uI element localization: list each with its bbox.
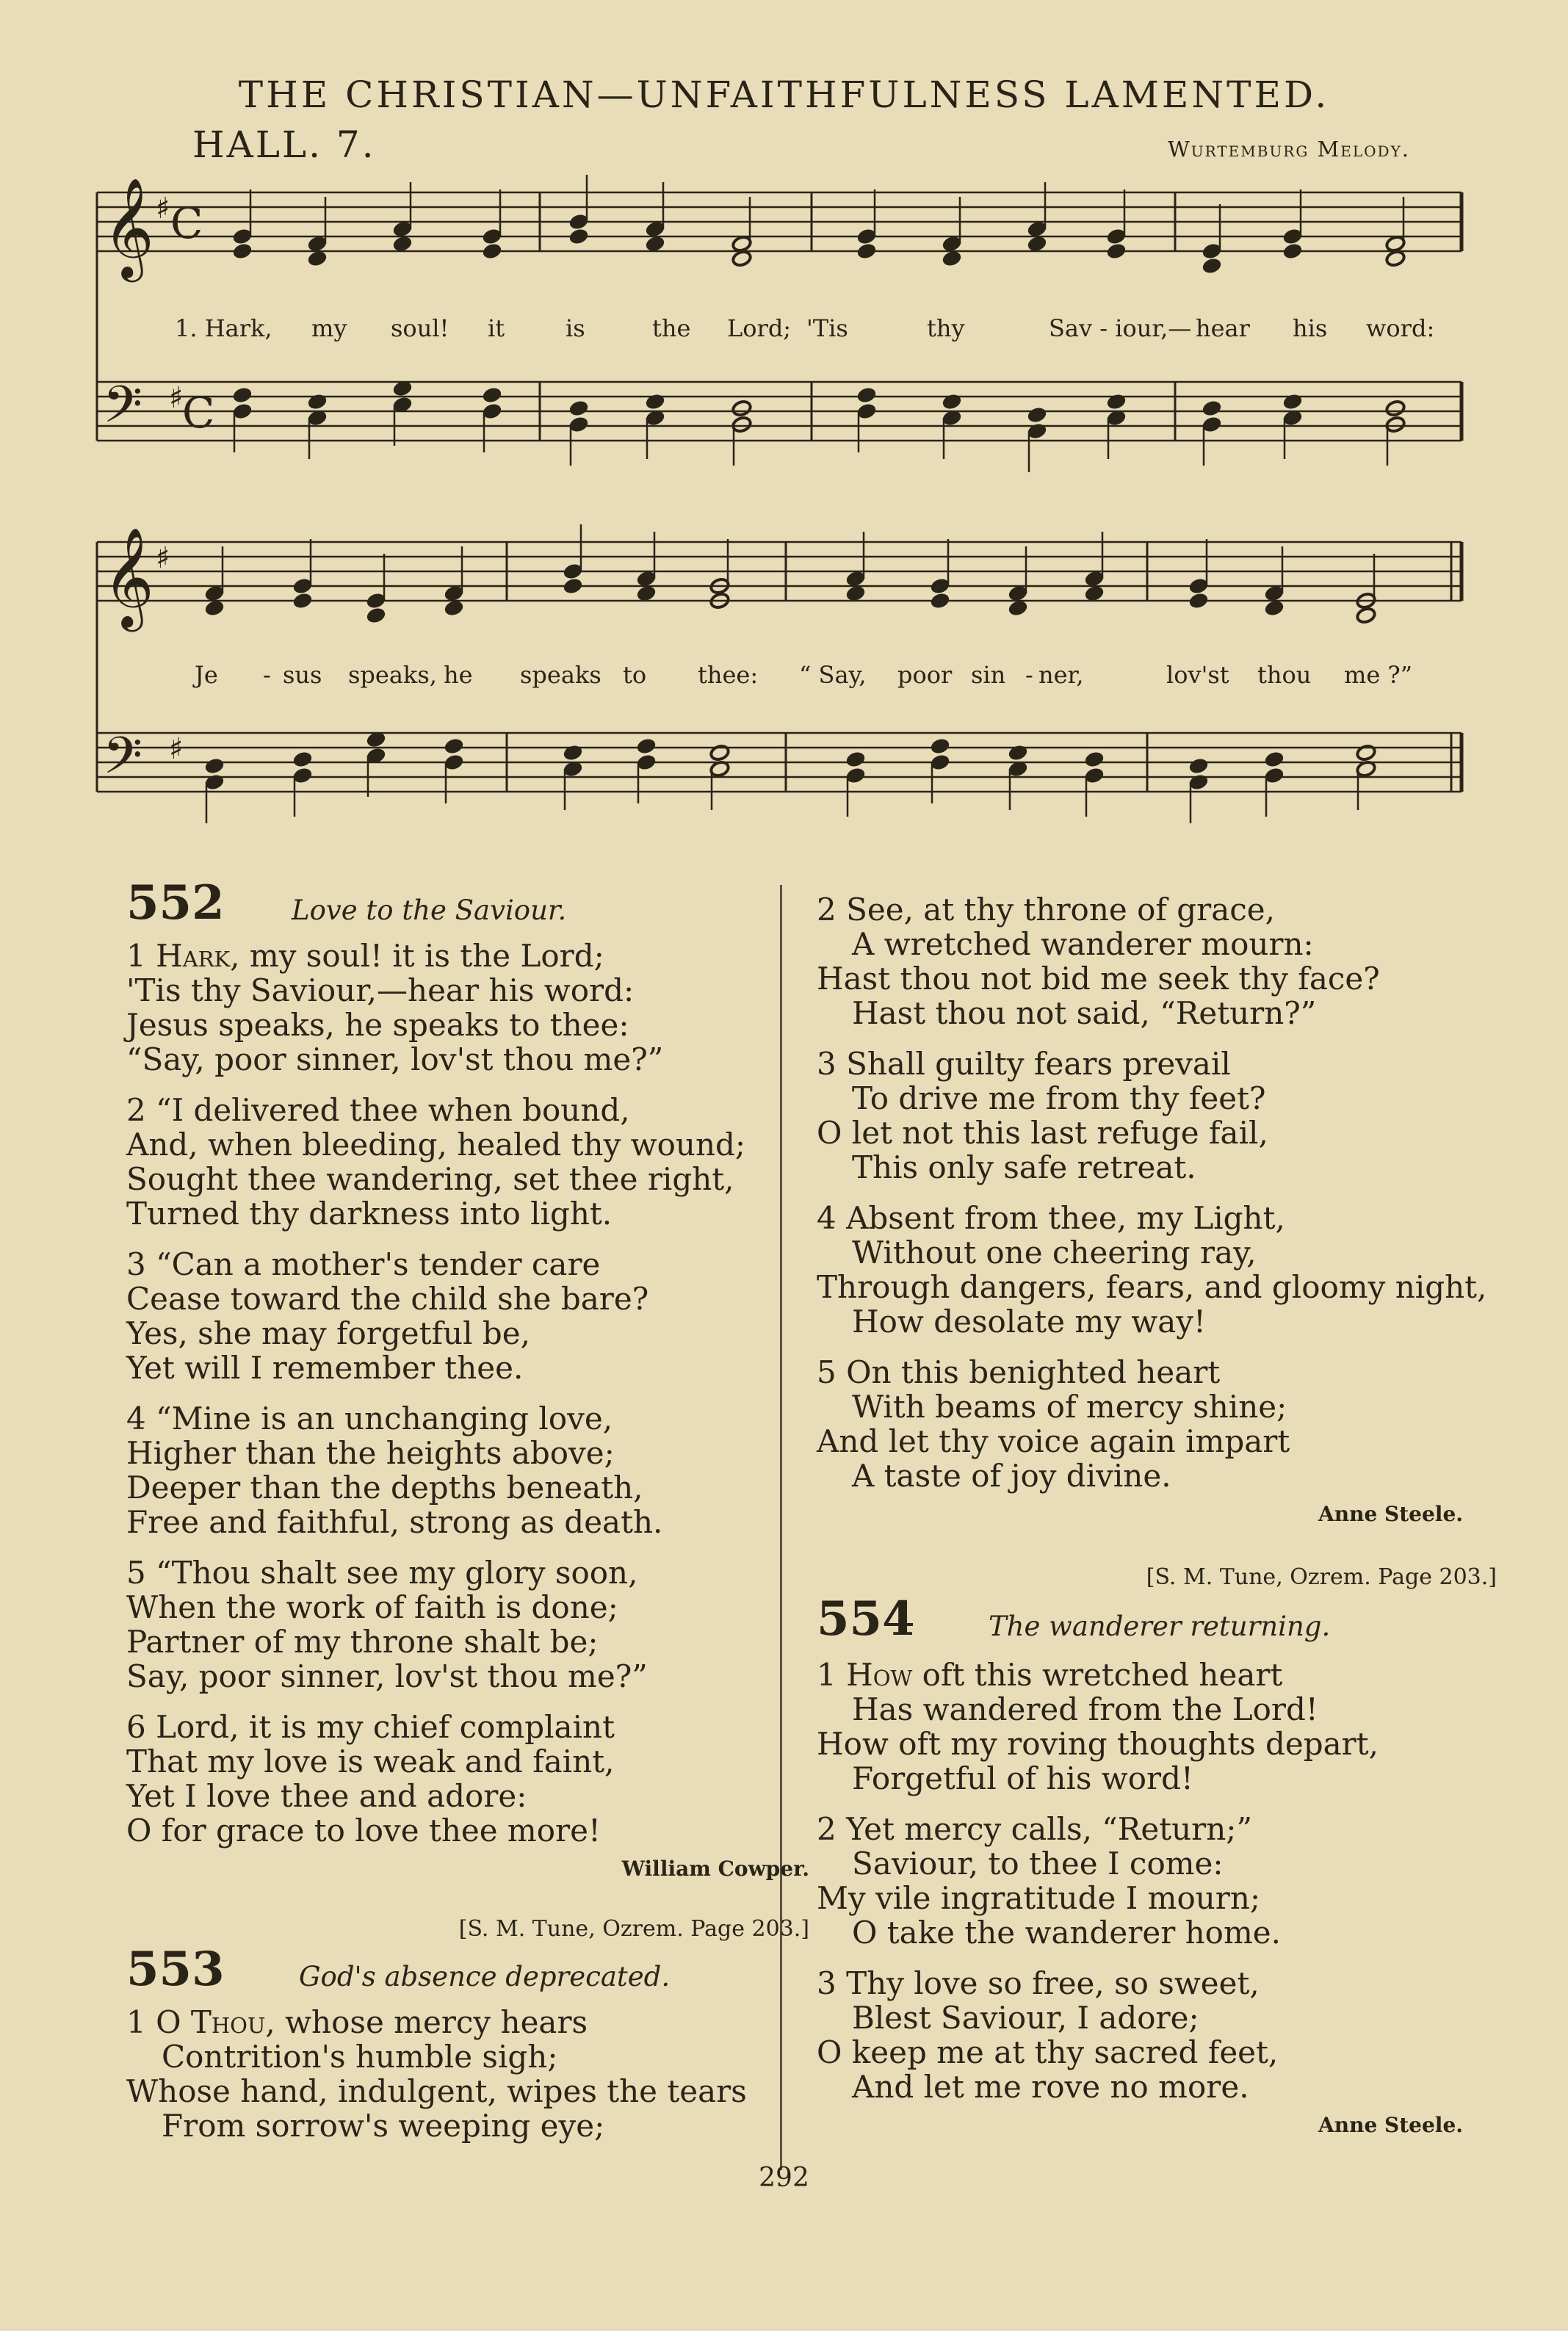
hymn-title: God's absence deprecated. xyxy=(299,1961,671,1992)
stanza-line xyxy=(817,1355,1492,1389)
stanza-line xyxy=(817,892,1492,927)
stanza xyxy=(126,1555,802,1694)
stanza-line xyxy=(817,996,1492,1030)
stanza xyxy=(126,939,802,1077)
stanza-line xyxy=(126,2039,802,2074)
lyric-syllable: thou xyxy=(1257,661,1312,689)
line-text: Yet will I remember thee. xyxy=(126,1350,524,1386)
hymn-553-text-part2 xyxy=(817,892,1492,1493)
svg-text:♯: ♯ xyxy=(156,541,170,575)
line-text: Without one cheering ray, xyxy=(852,1235,1257,1271)
hymn-553-heading xyxy=(126,1942,802,2005)
line-text: Say, poor sinner, lov'st thou me?” xyxy=(126,1658,648,1694)
stanza-line xyxy=(817,1915,1492,1950)
hymn-554-text xyxy=(817,1658,1492,2104)
lyric-syllable: my xyxy=(311,314,347,342)
stanza-line xyxy=(817,1081,1492,1116)
line-text: My vile ingratitude I mourn; xyxy=(817,1880,1261,1916)
lyric-syllable: speaks, xyxy=(348,661,437,689)
stanza-number: 2 xyxy=(817,1811,837,1847)
lyric-syllable: thy xyxy=(927,314,965,342)
line-text: “Can a mother's tender care xyxy=(156,1246,601,1282)
svg-text:C: C xyxy=(170,198,203,248)
line-text: And let thy voice again impart xyxy=(817,1423,1290,1459)
stanza-line xyxy=(126,1625,802,1659)
stanza-line xyxy=(817,1047,1492,1081)
stanza xyxy=(817,1812,1492,1950)
line-text: Whose hand, indulgent, wipes the tears xyxy=(126,2073,747,2109)
stanza-number: 1 xyxy=(126,938,146,974)
line-text: Forgetful of his word! xyxy=(852,1760,1193,1796)
line-text: Sought thee wandering, set thee right, xyxy=(126,1161,734,1197)
stanza-number: 6 xyxy=(126,1709,146,1745)
line-text: Higher than the heights above; xyxy=(126,1435,615,1471)
hymn-554-heading xyxy=(817,1591,1492,1658)
stanza xyxy=(817,1355,1492,1493)
stanza-line xyxy=(126,1401,802,1436)
hymn-552-heading xyxy=(126,875,802,939)
stanza-line xyxy=(817,2001,1492,2035)
stanza-line xyxy=(126,1710,802,1744)
line-text: Blest Saviour, I adore; xyxy=(852,2000,1199,2036)
stanza-line xyxy=(817,1966,1492,2001)
stanza-line xyxy=(126,1555,802,1590)
tune-name: HALL. 7. xyxy=(192,123,376,166)
hymn-number: 552 xyxy=(126,875,225,930)
line-text: A wretched wanderer mourn: xyxy=(852,926,1314,962)
stanza-line xyxy=(817,1201,1492,1235)
stanza-line xyxy=(817,2070,1492,2104)
line-text: See, at thy throne of grace, xyxy=(846,892,1276,928)
stanza-line xyxy=(817,1424,1492,1459)
stanza-line xyxy=(817,1846,1492,1881)
line-text: Has wandered from the Lord! xyxy=(852,1691,1318,1727)
line-text: “Mine is an unchanging love, xyxy=(156,1401,613,1436)
line-text: Turned thy darkness into light. xyxy=(126,1196,613,1232)
line-text: “I delivered thee when bound, xyxy=(156,1092,630,1128)
line-text: That my love is weak and faint, xyxy=(126,1743,615,1779)
stanza-number: 4 xyxy=(126,1401,146,1436)
lyric-syllable: - xyxy=(263,661,271,689)
stanza-line xyxy=(126,2074,802,2108)
stanza-line xyxy=(817,1881,1492,1915)
lyric-syllable: he xyxy=(444,661,473,689)
left-column xyxy=(126,875,809,2159)
line-text: Jesus speaks, he speaks to thee: xyxy=(126,1007,629,1043)
stanza-line xyxy=(817,1150,1492,1185)
lyric-syllable: ner, xyxy=(1038,661,1084,689)
svg-text:𝄢: 𝄢 xyxy=(103,375,143,447)
lyric-syllable: to xyxy=(623,661,647,689)
line-text: A taste of joy divine. xyxy=(852,1458,1171,1494)
hymn-552-author: William Cowper. xyxy=(621,1857,809,1881)
line-text: Yet mercy calls, “Return;” xyxy=(846,1811,1252,1847)
line-text: “Thou shalt see my glory soon, xyxy=(156,1555,638,1591)
lyric-syllable: - xyxy=(1025,661,1033,689)
line-text: To drive me from thy feet? xyxy=(852,1080,1266,1116)
stanza-line xyxy=(817,961,1492,996)
line-text: Through dangers, fears, and gloomy night, xyxy=(817,1269,1487,1305)
stanza-first-word: Hark, xyxy=(156,938,240,974)
line-text: Yet I love thee and adore: xyxy=(126,1778,527,1814)
music-score xyxy=(0,0,1568,881)
stanza-number: 5 xyxy=(126,1555,146,1591)
svg-text:𝄢: 𝄢 xyxy=(103,726,143,798)
stanza xyxy=(126,1401,802,1539)
stanza-line xyxy=(126,1196,802,1231)
stanza-line xyxy=(126,1247,802,1282)
line-text: How oft my roving thoughts depart, xyxy=(817,1726,1379,1762)
stanza-line xyxy=(126,1470,802,1505)
hymn-number: 554 xyxy=(817,1591,915,1647)
line-text: 'Tis thy Saviour,—hear his word: xyxy=(126,972,635,1008)
page-number: 292 xyxy=(759,2163,809,2193)
stanza xyxy=(817,1966,1492,2104)
lyric-syllable: sus xyxy=(283,661,322,689)
right-column xyxy=(817,892,1497,2144)
line-text: Lord, it is my chief complaint xyxy=(156,1709,615,1745)
stanza-line xyxy=(126,1659,802,1694)
line-text: Hast thou not said, “Return?” xyxy=(852,995,1317,1031)
stanza-number: 3 xyxy=(817,1046,837,1082)
lyric-syllable: 'Tis xyxy=(806,314,848,342)
hymn-553-text-part1 xyxy=(126,2005,802,2143)
hymn-title: The wanderer returning. xyxy=(989,1611,1331,1642)
lyrics-system-1 xyxy=(0,314,1568,344)
lyric-syllable: is xyxy=(566,314,585,342)
stanza-number: 3 xyxy=(817,1965,837,2001)
lyric-syllable: sin xyxy=(971,661,1006,689)
line-text: oft this wretched heart xyxy=(922,1657,1283,1693)
stanza-line xyxy=(126,1042,802,1077)
stanza-number: 2 xyxy=(126,1092,146,1128)
lyric-syllable: it xyxy=(488,314,505,342)
lyric-syllable: poor xyxy=(897,661,953,689)
stanza xyxy=(126,1247,802,1385)
line-text: When the work of faith is done; xyxy=(126,1589,618,1625)
stanza-line xyxy=(126,1008,802,1042)
stanza-line xyxy=(126,1436,802,1470)
svg-text:♯: ♯ xyxy=(169,381,184,415)
line-text: From sorrow's weeping eye; xyxy=(162,2108,605,2144)
lyric-syllable: me ?” xyxy=(1344,661,1412,689)
stanza-line xyxy=(126,939,802,973)
stanza-number: 5 xyxy=(817,1354,837,1390)
stanza-number: 1 xyxy=(817,1657,837,1693)
lyric-syllable: speaks xyxy=(520,661,601,689)
lyric-syllable: lov'st xyxy=(1166,661,1229,689)
stanza-line xyxy=(817,1459,1492,1493)
line-text: Partner of my throne shalt be; xyxy=(126,1624,599,1660)
lyric-syllable: 1. Hark, xyxy=(175,314,272,342)
line-text: On this benighted heart xyxy=(846,1354,1221,1390)
stanza-line xyxy=(126,1779,802,1813)
stanza-line xyxy=(126,1127,802,1162)
line-text: Cease toward the child she bare? xyxy=(126,1281,649,1317)
lyrics-system-2 xyxy=(0,661,1568,690)
lyric-syllable: Je xyxy=(195,661,218,689)
lyric-syllable: his xyxy=(1293,314,1328,342)
lyric-syllable: thee: xyxy=(698,661,759,689)
line-text: Saviour, to thee I come: xyxy=(852,1846,1224,1882)
stanza-line xyxy=(817,1727,1492,1761)
hymn-number: 553 xyxy=(126,1942,225,1997)
line-text: This only safe retreat. xyxy=(852,1149,1196,1185)
svg-text:C: C xyxy=(182,388,215,438)
stanza-line xyxy=(817,927,1492,961)
lyric-syllable: hear xyxy=(1196,314,1250,342)
line-text: “Say, poor sinner, lov'st thou me?” xyxy=(126,1041,664,1077)
lyric-syllable: the xyxy=(652,314,691,342)
stanza-line xyxy=(817,1658,1492,1692)
stanza-line xyxy=(817,1116,1492,1150)
tune-source: Wurtemburg Melody. xyxy=(1167,137,1410,162)
stanza-line xyxy=(126,1351,802,1385)
lyric-syllable: soul! xyxy=(391,314,449,342)
line-text: And, when bleeding, healed thy wound; xyxy=(126,1127,746,1163)
stanza-line xyxy=(817,1761,1492,1796)
stanza-number: 4 xyxy=(817,1200,837,1236)
stanza-line xyxy=(126,1505,802,1539)
svg-text:𝄞: 𝄞 xyxy=(103,526,154,627)
line-text: Deeper than the depths beneath, xyxy=(126,1470,643,1506)
hymn-553-tune-note: [S. M. Tune, Ozrem. Page 203.] xyxy=(458,1916,809,1942)
stanza-line xyxy=(817,1812,1492,1846)
lyric-syllable: “ Say, xyxy=(799,661,867,689)
line-text: whose mercy hears xyxy=(285,2004,588,2040)
hymn-title: Love to the Saviour. xyxy=(292,895,567,926)
hymn-553-author: Anne Steele. xyxy=(1318,1502,1463,1526)
stanza-line xyxy=(126,1744,802,1779)
stanza-line xyxy=(126,1813,802,1848)
lyric-syllable: Lord; xyxy=(727,314,792,342)
stanza-line xyxy=(817,2035,1492,2070)
line-text: Contrition's humble sigh; xyxy=(162,2039,558,2075)
line-text: And let me rove no more. xyxy=(852,2069,1249,2105)
stanza xyxy=(817,1658,1492,1796)
stanza xyxy=(126,1093,802,1231)
stanza xyxy=(817,1201,1492,1339)
lyric-syllable: Sav - iour,— xyxy=(1049,314,1192,342)
stanza-line xyxy=(126,2005,802,2039)
stanza-number: 3 xyxy=(126,1246,146,1282)
stanza-line xyxy=(126,1093,802,1127)
stanza-first-word: O Thou, xyxy=(156,2004,275,2040)
page-title: THE CHRISTIAN—UNFAITHFULNESS LAMENTED. xyxy=(238,73,1330,116)
stanza-line xyxy=(817,1235,1492,1270)
svg-text:𝄞: 𝄞 xyxy=(103,176,154,278)
line-text: O keep me at thy sacred feet, xyxy=(817,2034,1279,2070)
stanza-first-word: How xyxy=(846,1657,913,1693)
stanza-line xyxy=(817,1270,1492,1304)
hymn-554-author: Anne Steele. xyxy=(1318,2113,1463,2137)
line-text: Hast thou not bid me seek thy face? xyxy=(817,961,1380,997)
line-text: Absent from thee, my Light, xyxy=(846,1200,1285,1236)
line-text: How desolate my way! xyxy=(852,1304,1206,1340)
stanza-number: 1 xyxy=(126,2004,146,2040)
svg-text:♯: ♯ xyxy=(156,192,170,225)
stanza-line xyxy=(126,1590,802,1625)
line-text: O let not this last refuge fail, xyxy=(817,1115,1268,1151)
line-text: O for grace to love thee more! xyxy=(126,1813,601,1848)
line-text: my soul! it is the Lord; xyxy=(249,938,604,974)
line-text: O take the wanderer home. xyxy=(852,1915,1282,1951)
stanza-line xyxy=(126,973,802,1008)
stanza xyxy=(126,2005,802,2143)
hymn-554-tune-note: [S. M. Tune, Ozrem. Page 203.] xyxy=(1146,1564,1497,1590)
line-text: With beams of mercy shine; xyxy=(852,1389,1287,1425)
stanza xyxy=(126,1710,802,1848)
stanza-line xyxy=(817,1692,1492,1727)
line-text: Thy love so free, so sweet, xyxy=(846,1965,1260,2001)
hymn-552-text xyxy=(126,939,802,1848)
line-text: Yes, she may forgetful be, xyxy=(126,1315,530,1351)
stanza xyxy=(817,1047,1492,1185)
stanza xyxy=(817,892,1492,1030)
line-text: Shall guilty fears prevail xyxy=(846,1046,1231,1082)
stanza-line xyxy=(817,1389,1492,1424)
stanza-number: 2 xyxy=(817,892,837,928)
stanza-line xyxy=(126,1162,802,1196)
lyric-syllable: word: xyxy=(1366,314,1435,342)
svg-text:♯: ♯ xyxy=(169,732,184,766)
stanza-line xyxy=(126,1282,802,1316)
line-text: Free and faithful, strong as death. xyxy=(126,1504,663,1540)
stanza-line xyxy=(126,2108,802,2143)
stanza-line xyxy=(126,1316,802,1351)
stanza-line xyxy=(817,1304,1492,1339)
